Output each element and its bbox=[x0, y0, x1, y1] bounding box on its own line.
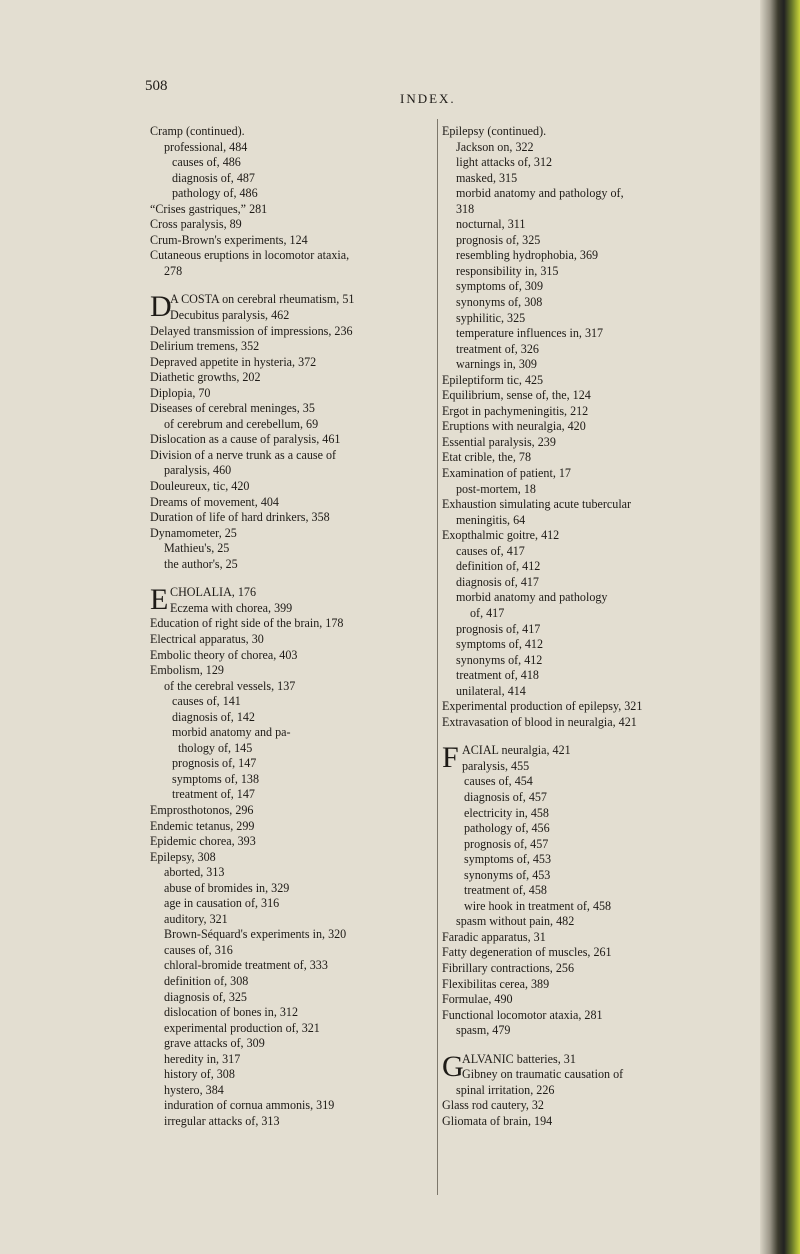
index-entry: age in causation of, 316 bbox=[164, 896, 280, 911]
index-entry: Cutaneous eruptions in locomotor ataxia, bbox=[150, 248, 350, 263]
index-entry: diagnosis of, 487 bbox=[172, 170, 255, 185]
index-entry: the author's, 25 bbox=[164, 556, 238, 571]
index-entry: Exopthalmic goitre, 412 bbox=[442, 528, 560, 543]
book-spine bbox=[760, 0, 800, 1254]
index-entry: symptoms of, 412 bbox=[456, 637, 544, 652]
index-entry: Fibrillary contractions, 256 bbox=[442, 960, 574, 975]
index-entry: Endemic tetanus, 299 bbox=[150, 818, 255, 833]
index-entry: heredity in, 317 bbox=[164, 1051, 241, 1066]
index-entry: chloral-bromide treatment of, 333 bbox=[164, 958, 328, 973]
index-entry: Ergot in pachymeningitis, 212 bbox=[442, 403, 589, 418]
index-entry: irregular attacks of, 313 bbox=[164, 1113, 280, 1128]
index-entry: aborted, 313 bbox=[164, 865, 225, 880]
index-entry: Embolic theory of chorea, 403 bbox=[150, 647, 298, 662]
index-entry: nocturnal, 311 bbox=[456, 217, 526, 232]
index-entry: spinal irritation, 226 bbox=[456, 1082, 555, 1097]
index-entry: resembling hydrophobia, 369 bbox=[456, 248, 599, 263]
index-entry: Essential paralysis, 239 bbox=[442, 434, 556, 449]
index-entry: Epilepsy, 308 bbox=[150, 849, 216, 864]
index-entry: of the cerebral vessels, 137 bbox=[164, 678, 296, 693]
index-entry: symptoms of, 138 bbox=[172, 771, 260, 786]
index-entry: of cerebrum and cerebellum, 69 bbox=[164, 416, 319, 431]
index-entry: Epidemic chorea, 393 bbox=[150, 834, 256, 849]
index-entry: definition of, 308 bbox=[164, 973, 249, 988]
index-entry: Extravasation of blood in neuralgia, 421 bbox=[442, 714, 637, 729]
index-entry: hystero, 384 bbox=[164, 1082, 224, 1097]
index-entry: Emprosthotonos, 296 bbox=[150, 802, 254, 817]
index-entry: meningitis, 64 bbox=[456, 512, 526, 527]
index-entry: light attacks of, 312 bbox=[456, 155, 553, 170]
column-divider bbox=[437, 119, 438, 1195]
index-entry: A COSTA on cerebral rheumatism, 51 bbox=[170, 292, 355, 307]
letter-section-f bbox=[442, 743, 737, 774]
index-entry: morbid anatomy and pathology of, bbox=[456, 186, 624, 201]
index-entry: Embolism, 129 bbox=[150, 663, 224, 678]
index-entry: dislocation of bones in, 312 bbox=[164, 1005, 299, 1020]
index-entry: Exhaustion simulating acute tubercular bbox=[442, 497, 632, 512]
drop-cap-letter: D bbox=[150, 290, 172, 324]
index-entry: grave attacks of, 309 bbox=[164, 1036, 265, 1051]
index-entry: Mathieu's, 25 bbox=[164, 541, 230, 556]
index-entry: Decubitus paralysis, 462 bbox=[170, 308, 290, 323]
index-entry: Formulae, 490 bbox=[442, 992, 513, 1007]
index-column-left bbox=[150, 124, 435, 1129]
index-entry: synonyms of, 453 bbox=[464, 867, 551, 882]
index-entry: induration of cornua ammonis, 319 bbox=[164, 1098, 335, 1113]
index-entry: thology of, 145 bbox=[178, 740, 253, 755]
index-entry: causes of, 141 bbox=[172, 694, 241, 709]
index-entry: prognosis of, 417 bbox=[456, 621, 541, 636]
index-entry: diagnosis of, 457 bbox=[464, 789, 547, 804]
index-column-right bbox=[442, 124, 737, 1129]
index-heading: Epilepsy (continued). bbox=[442, 124, 547, 138]
index-entry: causes of, 417 bbox=[456, 543, 525, 558]
index-entry: synonyms of, 308 bbox=[456, 295, 543, 310]
index-entry: Jackson on, 322 bbox=[456, 139, 534, 154]
index-entry: ALVANIC batteries, 31 bbox=[462, 1051, 576, 1066]
index-entry: “Crises gastriques,” 281 bbox=[150, 201, 268, 216]
index-entry: Eruptions with neuralgia, 420 bbox=[442, 419, 586, 434]
index-entry: Gibney on traumatic causation of bbox=[462, 1067, 624, 1082]
letter-section-d bbox=[150, 292, 435, 323]
index-entry: Delirium tremens, 352 bbox=[150, 339, 260, 354]
index-entry: ACIAL neuralgia, 421 bbox=[462, 743, 571, 758]
index-entry: Dislocation as a cause of paralysis, 461 bbox=[150, 432, 341, 447]
letter-section-e bbox=[150, 585, 435, 616]
index-entry: morbid anatomy and pathology bbox=[456, 590, 608, 605]
index-entry: Diplopia, 70 bbox=[150, 385, 211, 400]
index-entry: warnings in, 309 bbox=[456, 357, 537, 372]
index-entry: Functional locomotor ataxia, 281 bbox=[442, 1007, 603, 1022]
drop-cap-letter: F bbox=[442, 741, 459, 775]
index-entry: Douleureux, tic, 420 bbox=[150, 479, 250, 494]
index-entry: professional, 484 bbox=[164, 139, 248, 154]
index-entry: diagnosis of, 417 bbox=[456, 574, 539, 589]
index-entry: Gliomata of brain, 194 bbox=[442, 1113, 553, 1128]
index-entry: spasm, 479 bbox=[456, 1023, 511, 1038]
index-entry: symptoms of, 309 bbox=[456, 279, 544, 294]
index-entry: Crum-Brown's experiments, 124 bbox=[150, 232, 308, 247]
index-entry: 318 bbox=[456, 201, 475, 216]
index-entry: history of, 308 bbox=[164, 1067, 235, 1082]
index-entry: causes of, 316 bbox=[164, 942, 233, 957]
index-entry: Duration of life of hard drinkers, 358 bbox=[150, 510, 330, 525]
drop-cap-letter: G bbox=[442, 1049, 464, 1083]
index-entry: Glass rod cautery, 32 bbox=[442, 1098, 544, 1113]
index-entry: Depraved appetite in hysteria, 372 bbox=[150, 354, 317, 369]
index-entry: post-mortem, 18 bbox=[456, 481, 536, 496]
index-entry: morbid anatomy and pa- bbox=[172, 725, 291, 740]
index-entry: prognosis of, 325 bbox=[456, 232, 541, 247]
index-entry: treatment of, 458 bbox=[464, 883, 547, 898]
page-number: 508 bbox=[145, 78, 168, 94]
letter-section-g bbox=[442, 1049, 737, 1083]
index-entry: syphilitic, 325 bbox=[456, 310, 526, 325]
index-entry: Flexibilitas cerea, 389 bbox=[442, 976, 550, 991]
index-entry: Examination of patient, 17 bbox=[442, 466, 571, 481]
index-entry: causes of, 486 bbox=[172, 155, 241, 170]
index-entry: paralysis, 455 bbox=[462, 758, 530, 773]
index-entry: Fatty degeneration of muscles, 261 bbox=[442, 945, 612, 960]
index-entry: Division of a nerve trunk as a cause of bbox=[150, 447, 337, 462]
index-entry: auditory, 321 bbox=[164, 911, 228, 926]
index-entry: unilateral, 414 bbox=[456, 683, 526, 698]
index-entry: Experimental production of epilepsy, 321 bbox=[442, 699, 643, 714]
index-entry: responsibility in, 315 bbox=[456, 263, 559, 278]
index-entry: symptoms of, 453 bbox=[464, 852, 552, 867]
index-entry: prognosis of, 457 bbox=[464, 836, 549, 851]
index-entry: of, 417 bbox=[470, 605, 505, 620]
index-entry: Brown-Séquard's experiments in, 320 bbox=[164, 927, 347, 942]
index-entry: paralysis, 460 bbox=[164, 463, 232, 478]
index-entry: treatment of, 418 bbox=[456, 668, 539, 683]
index-entry: definition of, 412 bbox=[456, 559, 541, 574]
index-entry: Cross paralysis, 89 bbox=[150, 217, 242, 232]
index-entry: diagnosis of, 325 bbox=[164, 989, 247, 1004]
index-entry: wire hook in treatment of, 458 bbox=[464, 898, 612, 913]
index-entry: abuse of bromides in, 329 bbox=[164, 880, 290, 895]
index-heading: Cramp (continued). bbox=[150, 124, 245, 138]
index-entry: temperature influences in, 317 bbox=[456, 326, 604, 341]
index-entry: 278 bbox=[164, 263, 183, 278]
index-entry: Faradic apparatus, 31 bbox=[442, 929, 546, 944]
drop-cap-letter: E bbox=[150, 583, 169, 617]
index-entry: Dynamometer, 25 bbox=[150, 525, 237, 540]
index-entry: Epileptiform tic, 425 bbox=[442, 372, 544, 387]
index-entry: Education of right side of the brain, 178 bbox=[150, 616, 344, 631]
index-entry: Diseases of cerebral meninges, 35 bbox=[150, 401, 315, 416]
index-entry: treatment of, 147 bbox=[172, 787, 255, 802]
index-entry: Dreams of movement, 404 bbox=[150, 494, 279, 509]
index-entry: causes of, 454 bbox=[464, 774, 533, 789]
running-header: INDEX. bbox=[400, 91, 456, 106]
index-entry: spasm without pain, 482 bbox=[456, 914, 575, 929]
index-entry: synonyms of, 412 bbox=[456, 652, 543, 667]
index-entry: Delayed transmission of impressions, 236 bbox=[150, 323, 353, 338]
index-entry: treatment of, 326 bbox=[456, 341, 539, 356]
index-entry: Electrical apparatus, 30 bbox=[150, 631, 264, 646]
index-entry: diagnosis of, 142 bbox=[172, 709, 255, 724]
index-entry: Etat crible, the, 78 bbox=[442, 450, 531, 465]
index-entry: CHOLALIA, 176 bbox=[170, 585, 256, 600]
index-entry: pathology of, 456 bbox=[464, 821, 550, 836]
index-entry: Diathetic growths, 202 bbox=[150, 370, 261, 385]
index-entry: electricity in, 458 bbox=[464, 805, 549, 820]
index-entry: Equilibrium, sense of, the, 124 bbox=[442, 388, 591, 403]
index-entry: pathology of, 486 bbox=[172, 186, 258, 201]
index-entry: prognosis of, 147 bbox=[172, 756, 257, 771]
index-entry: experimental production of, 321 bbox=[164, 1020, 320, 1035]
index-entry: masked, 315 bbox=[456, 170, 518, 185]
index-entry: Eczema with chorea, 399 bbox=[170, 600, 293, 615]
